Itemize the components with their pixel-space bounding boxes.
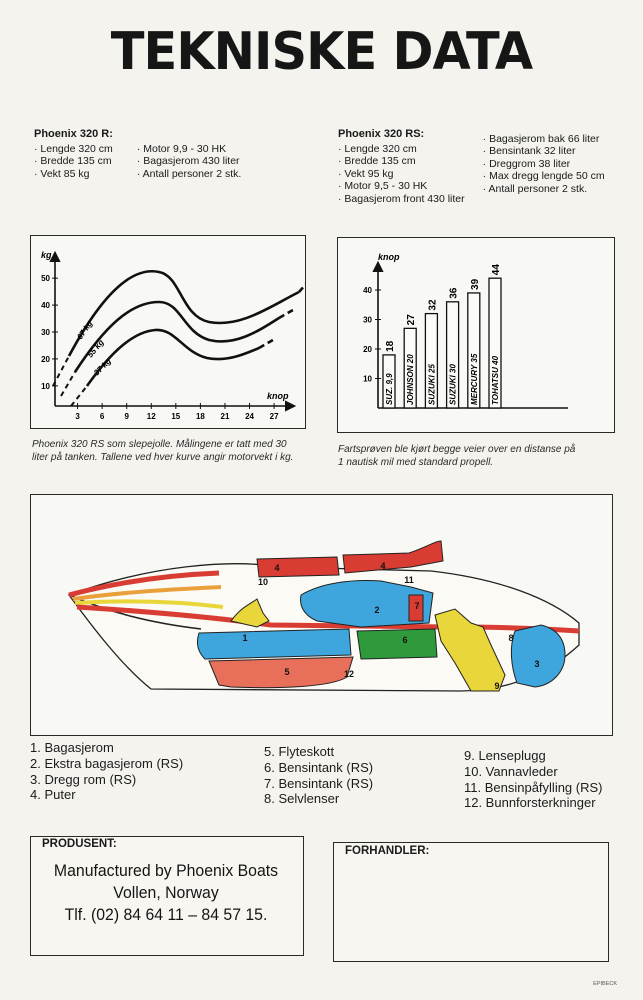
caption-left bbox=[32, 438, 293, 464]
caption-line: Fartsprøven ble kjørt begge veier over en distanse på bbox=[338, 444, 576, 455]
legend-item: 5. Flyteskott bbox=[264, 744, 335, 759]
bar-category-label: SUZUKI 30 bbox=[448, 364, 458, 405]
bar-value-label: 39 bbox=[469, 278, 481, 290]
bar-category-label: SUZUKI 25 bbox=[427, 364, 437, 405]
specs-320rs-heading: Phoenix 320 RS: bbox=[338, 128, 425, 140]
x-tick-label: 3 bbox=[75, 412, 80, 421]
curve-55kg-dashed bbox=[279, 310, 293, 318]
series-label-55kg: 55 kg bbox=[85, 337, 106, 360]
spec-item: · Bagasjerom bak 66 liter bbox=[482, 132, 600, 145]
bar-value-label: 44 bbox=[491, 264, 502, 276]
spec-item: · Bagasjerom front 430 liter bbox=[338, 192, 465, 205]
bar-category-label: JOHNSON 20 bbox=[406, 354, 416, 405]
x-tick-label: 27 bbox=[269, 412, 279, 421]
spec-item: · Lengde 320 cm bbox=[338, 142, 417, 155]
specs-320r bbox=[34, 128, 241, 180]
diagram-number: 10 bbox=[257, 577, 269, 587]
cushion-rear bbox=[343, 541, 443, 573]
spec-item: · Lengde 320 cm bbox=[34, 142, 113, 155]
y-axis-label: knop bbox=[378, 252, 400, 262]
bars bbox=[383, 264, 502, 408]
x-axis-label: knop bbox=[267, 391, 289, 401]
diagram-number: 9 bbox=[494, 681, 500, 691]
legend-col3 bbox=[464, 748, 603, 811]
speed-chart-frame bbox=[337, 237, 615, 433]
x-tick-label: 9 bbox=[124, 412, 129, 421]
bar-category-label: MERCURY 35 bbox=[469, 353, 479, 405]
x-tick-label: 6 bbox=[99, 412, 105, 421]
spec-item: · Bagasjerom 430 liter bbox=[136, 155, 240, 167]
diagram-number: 4 bbox=[380, 561, 386, 571]
caption-line: liter på tanken. Tallene ved hver kurve angir motorvekt i kg. bbox=[32, 452, 294, 463]
spec-item: · Antall personer 2 stk. bbox=[136, 167, 242, 180]
legend-item: 1. Bagasjerom bbox=[30, 740, 114, 755]
page-title: TEKNISKE DATA bbox=[110, 22, 533, 82]
specs-320rs bbox=[338, 128, 605, 205]
cushion-front bbox=[257, 557, 339, 577]
dealer-box bbox=[333, 842, 609, 962]
spec-item: · Antall personer 2 stk. bbox=[482, 182, 588, 195]
boat-diagram-frame bbox=[30, 494, 613, 736]
bar-value-label: 18 bbox=[385, 340, 396, 352]
y-tick-label: 50 bbox=[41, 274, 50, 284]
y-tick-label: 30 bbox=[363, 315, 372, 325]
legend-item: 10. Vannavleder bbox=[464, 763, 558, 779]
diagram-number: 11 bbox=[404, 575, 414, 585]
curve-37kg-dashed bbox=[259, 340, 273, 348]
towing-chart bbox=[31, 236, 305, 428]
bar-value-label: 32 bbox=[427, 299, 439, 311]
x-tick-label: 24 bbox=[245, 412, 254, 421]
legend-item: 7. Bensintank (RS) bbox=[264, 775, 374, 791]
spec-item: · Bredde 135 cm bbox=[34, 155, 112, 167]
spec-item: · Vekt 85 kg bbox=[34, 167, 90, 180]
curve-55kg-start bbox=[61, 372, 75, 396]
legend-item: 11. Bensinpåfylling (RS) bbox=[464, 779, 603, 795]
bulkhead-5 bbox=[209, 657, 353, 688]
bar-category-label: TOHATSU 40 bbox=[491, 355, 500, 405]
spec-item: · Motor 9,5 - 30 HK bbox=[338, 180, 428, 192]
spec-item: · Vekt 95 kg bbox=[338, 167, 394, 180]
footer-mark: EPIBECK bbox=[593, 981, 617, 987]
x-tick-label: 21 bbox=[220, 412, 230, 421]
specs-320rs-col1 bbox=[338, 143, 465, 206]
spec-item: · Bensintank 32 liter bbox=[482, 145, 576, 157]
diagram-number: 5 bbox=[284, 667, 290, 677]
y-tick-label: 20 bbox=[363, 345, 372, 354]
spec-item: · Max dregg lengde 50 cm bbox=[482, 170, 605, 182]
spec-item: · Motor 9,9 - 30 HK bbox=[136, 142, 227, 155]
series-label-37kg: 37 kg bbox=[92, 356, 113, 378]
diagram-number: 8 bbox=[508, 633, 514, 643]
producer-line: Tlf. (02) 84 64 11 – 84 57 15. bbox=[64, 905, 268, 924]
diagram-number: 4 bbox=[274, 563, 280, 573]
legend-item: 12. Bunnforsterkninger bbox=[464, 795, 596, 811]
y-axis-label: kg bbox=[41, 250, 52, 260]
specs-320r-col2 bbox=[137, 143, 241, 181]
anchor-locker-3 bbox=[511, 625, 565, 687]
x-tick-label: 18 bbox=[195, 412, 205, 421]
diagram-number: 3 bbox=[534, 659, 540, 669]
y-tick-label: 40 bbox=[41, 301, 50, 311]
curve-67kg-dashed bbox=[299, 276, 305, 292]
specs-320rs-col2 bbox=[483, 133, 605, 206]
x-tick-label: 15 bbox=[171, 412, 181, 421]
x-tick-label: 12 bbox=[146, 412, 156, 421]
legend-item: 8. Selvlenser bbox=[264, 791, 340, 807]
y-tick-label: 10 bbox=[41, 381, 50, 391]
bar-value-label: 36 bbox=[448, 287, 460, 299]
bar-value-label: 27 bbox=[406, 314, 418, 326]
legend-item: 3. Dregg rom (RS) bbox=[30, 771, 137, 787]
spec-item: · Dreggrom 38 liter bbox=[482, 157, 571, 170]
producer-address bbox=[40, 860, 293, 926]
specs-320r-heading: Phoenix 320 R: bbox=[34, 128, 113, 140]
diagram-number: 7 bbox=[414, 601, 420, 611]
diagram-number: 2 bbox=[374, 605, 380, 615]
bar-category-label: SUZ. 9,9 bbox=[385, 373, 394, 405]
caption-right bbox=[338, 443, 575, 469]
producer-label: PRODUSENT: bbox=[42, 838, 117, 850]
spec-item: · Bredde 135 cm bbox=[338, 155, 416, 167]
caption-line: 1 nautisk mil med standard propell. bbox=[338, 457, 494, 468]
specs-320r-col1 bbox=[34, 143, 113, 181]
legend-item: 9. Lenseplugg bbox=[464, 748, 546, 763]
speed-chart bbox=[338, 238, 614, 432]
diagram-number: 6 bbox=[402, 635, 408, 645]
legend-item: 4. Puter bbox=[30, 787, 76, 803]
legend-item: 2. Ekstra bagasjerom (RS) bbox=[30, 755, 184, 771]
y-tick-label: 10 bbox=[363, 374, 372, 384]
curve-37kg-start bbox=[71, 386, 87, 406]
towing-chart-frame bbox=[30, 235, 306, 429]
y-tick-label: 40 bbox=[363, 286, 372, 295]
producer-line: Vollen, Norway bbox=[113, 883, 219, 902]
series-label-67kg: 67 kg bbox=[75, 319, 95, 342]
y-tick-label: 30 bbox=[41, 328, 50, 337]
curve-37kg bbox=[87, 330, 259, 386]
producer-line: Manufactured by Phoenix Boats bbox=[53, 861, 279, 880]
legend-col2 bbox=[264, 744, 373, 807]
caption-line: Phoenix 320 RS som slepejolle. Målingene er tatt med 30 bbox=[32, 439, 287, 450]
diagram-number: 12 bbox=[343, 669, 355, 679]
y-tick-label: 20 bbox=[41, 354, 50, 364]
legend-col1 bbox=[30, 740, 183, 803]
fuel-tank-6 bbox=[357, 629, 437, 659]
legend-item: 6. Bensintank (RS) bbox=[264, 759, 374, 775]
storage-1 bbox=[197, 629, 351, 659]
boat-cutaway-diagram bbox=[31, 495, 612, 735]
dealer-label: FORHANDLER: bbox=[345, 845, 430, 857]
diagram-number: 1 bbox=[242, 633, 248, 643]
